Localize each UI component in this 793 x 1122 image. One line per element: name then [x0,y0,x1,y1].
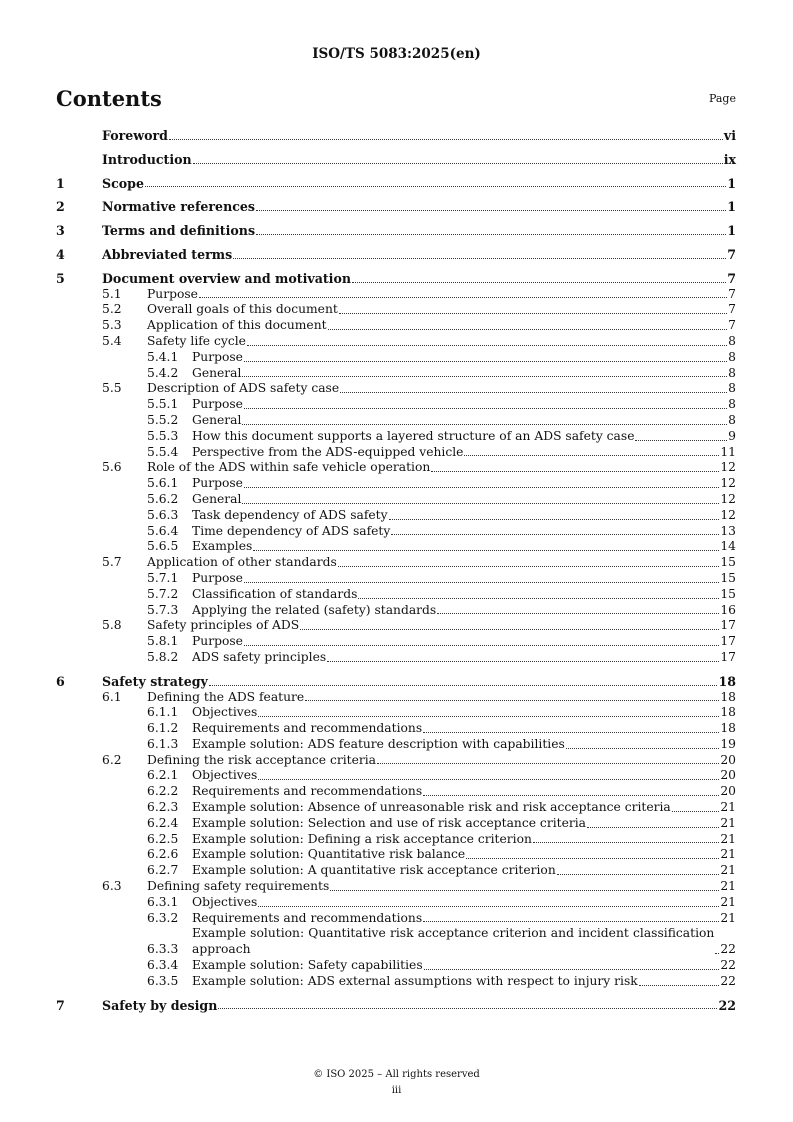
toc-entry-number: 6.3.5 [147,973,179,988]
toc-entry-page[interactable]: 21 [720,910,736,925]
dot-leader [218,1008,717,1009]
toc-entry-page[interactable]: 16 [720,602,736,617]
toc-entry-title[interactable]: Safety life cycle [147,333,246,348]
toc-entry[interactable] [56,366,736,382]
toc-entry-page[interactable]: 22 [720,973,736,988]
dot-leader [300,629,719,630]
dot-leader [635,440,727,441]
toc-entry[interactable] [56,381,736,397]
dot-leader [258,779,719,780]
toc-entry[interactable] [56,539,736,555]
toc-entry-number: 5.5.3 [147,428,179,443]
toc-entry-page[interactable]: 13 [720,523,736,538]
toc-entry-number: 5.6.4 [147,523,179,538]
toc-entry[interactable] [56,926,736,958]
toc-entry-page[interactable]: 12 [720,460,736,475]
toc-entry-page[interactable]: 21 [720,847,736,862]
toc-entry[interactable] [56,397,736,413]
page-number: iii [391,1085,402,1096]
dot-leader [352,282,726,283]
toc-entry-number: 6.2.7 [147,863,179,878]
toc-entry[interactable] [56,271,736,287]
toc-entry-title[interactable]: Document overview and motivation [102,270,352,286]
toc-entry[interactable] [56,476,736,492]
toc-entry-title[interactable]: Safety strategy [102,673,208,689]
toc-entry-page[interactable]: 21 [720,894,736,909]
toc-entry[interactable] [56,603,736,619]
dot-leader [209,685,718,686]
toc-entry-number: 5.6.5 [147,539,179,554]
dot-leader [244,582,719,583]
dot-leader [244,645,719,646]
toc-entry[interactable] [56,690,736,706]
toc-entry-page[interactable]: 7 [728,286,736,301]
toc-entry-number: 6.2.1 [147,768,179,783]
toc-entry[interactable] [56,895,736,911]
toc-entry-title[interactable]: Applying the related (safety) standards [192,602,437,617]
toc-entry-page[interactable]: 7 [728,302,736,317]
toc-entry-title[interactable]: Example solution: ADS feature description with capabilities [192,736,565,751]
toc-entry-page[interactable]: 1 [727,199,736,215]
dot-leader [256,210,726,211]
dot-leader [423,921,719,922]
toc-entry-title[interactable]: Abbreviated terms [102,246,233,262]
toc-entry-title[interactable]: Description of ADS safety case [147,381,340,396]
toc-entry-title[interactable]: Introduction [102,151,192,167]
toc-entry[interactable] [56,863,736,879]
toc-entry-number: 6.1.2 [147,721,179,736]
toc-entry-number: 6.3 [102,879,122,894]
dot-leader [244,487,719,488]
toc-entry[interactable] [56,737,736,753]
toc-entry-number: 6 [56,673,65,689]
dot-leader [256,234,726,235]
toc-entry-page[interactable]: 8 [728,365,736,380]
toc-entry[interactable] [56,974,736,990]
toc-entry-number: 6.2.4 [147,815,179,830]
toc-entry-page[interactable]: 11 [720,444,736,459]
toc-entry-number: 6.2.6 [147,847,179,862]
toc-entry[interactable] [56,879,736,895]
toc-entry-title[interactable]: Objectives [192,894,258,909]
toc-entry-title[interactable]: Normative references [102,199,256,215]
dot-leader [244,361,727,362]
toc-entry[interactable] [56,350,736,366]
toc-entry-title[interactable]: General [192,491,242,506]
toc-entry-title[interactable]: Example solution: Absence of unreasonable risk and risk acceptance criteria [192,800,671,815]
toc-entry-title[interactable]: Foreword [102,128,168,143]
toc-entry-title[interactable]: General [192,412,242,427]
contents-heading: Contents [56,86,162,111]
dot-leader [247,345,727,346]
toc-entry-title[interactable]: Requirements and recommendations [192,784,423,799]
toc-entry-title[interactable]: Purpose [192,397,243,412]
toc-entry-number: 6.3.3 [147,942,179,957]
dot-leader [242,376,727,377]
toc-entry-number: 6.3.2 [147,910,179,925]
toc-entry-page[interactable]: 21 [720,815,736,830]
dot-leader [169,139,723,140]
toc-entry[interactable] [56,152,736,168]
toc-entry-page[interactable]: 7 [727,246,736,262]
toc-entry-number: 6.2.2 [147,784,179,799]
toc-entry-page[interactable]: 12 [720,507,736,522]
toc-entry[interactable] [56,650,736,666]
toc-entry-page[interactable]: 22 [720,942,736,957]
toc-entry-title[interactable]: Example solution: Safety capabilities [192,958,423,973]
toc-entry-page[interactable]: 22 [718,997,736,1013]
toc-entry[interactable] [56,958,736,974]
toc-entry-number: 5.6.2 [147,491,179,506]
dot-leader [423,732,719,733]
toc-entry-number: 5.5.1 [147,397,179,412]
toc-entry-page[interactable]: 18 [720,721,736,736]
toc-entry[interactable] [56,460,736,476]
toc-entry-number: 5.7 [102,555,122,570]
toc-entry-page[interactable]: 18 [720,689,736,704]
toc-entry[interactable] [56,816,736,832]
page-column-label: Page [708,92,736,105]
toc-entry-title[interactable]: Scope [102,175,144,191]
toc-entry-number: 5.4.1 [147,349,179,364]
toc-entry[interactable] [56,784,736,800]
dot-leader [330,890,719,891]
toc-entry-number: 5.1 [102,286,122,301]
toc-entry[interactable] [56,223,736,239]
toc-entry-title[interactable]: Safety principles of ADS [147,618,300,633]
toc-entry-page[interactable]: 17 [720,618,736,633]
toc-entry[interactable] [56,705,736,721]
toc-entry-page[interactable]: 7 [728,318,736,333]
toc-entry-title[interactable]: Safety by design [102,997,218,1013]
toc-entry-number: 5.5.4 [147,444,179,459]
toc-entry-number: 6.2.5 [147,831,179,846]
copyright-notice: © ISO 2025 – All rights reserved [313,1069,480,1080]
toc-entry[interactable] [56,508,736,524]
toc-entry[interactable] [56,199,736,215]
toc-entry-number: 5.7.3 [147,602,179,617]
dot-leader [672,811,720,812]
dot-leader [533,842,719,843]
toc-entry-page[interactable]: 21 [720,863,736,878]
toc-entry-page[interactable]: 15 [720,586,736,601]
toc-entry-number: 5.4.2 [147,365,179,380]
toc-entry[interactable] [56,832,736,848]
toc-entry[interactable] [56,334,736,350]
toc-entry-title[interactable]: Classification of standards [192,586,358,601]
toc-entry-page[interactable]: vi [723,128,736,143]
toc-entry-number: 5.6.1 [147,476,179,491]
toc-entry-page[interactable]: 7 [727,270,736,286]
toc-entry-title[interactable]: Purpose [192,570,243,585]
dot-leader [258,906,719,907]
toc-entry-title[interactable]: How this document supports a layered structure of an ADS safety case [192,428,635,443]
toc-entry-number: 6.1.1 [147,705,179,720]
dot-leader [424,969,720,970]
toc-entry-number: 5.3 [102,318,122,333]
document-id-header: ISO/TS 5083:2025(en) [312,46,481,62]
toc-entry-page[interactable]: 15 [720,570,736,585]
toc-entry-number: 6.3.1 [147,894,179,909]
dot-leader [305,700,719,701]
toc-entry[interactable] [56,247,736,263]
dot-leader [464,455,719,456]
toc-entry[interactable] [56,318,736,334]
toc-entry-page[interactable]: 9 [728,428,736,443]
toc-entry-number: 5.8 [102,618,122,633]
toc-entry-number: 5.7.1 [147,570,179,585]
toc-entry[interactable] [56,524,736,540]
toc-entry[interactable] [56,618,736,634]
toc-entry-title[interactable]: Purpose [192,476,243,491]
dot-leader [466,858,719,859]
toc-entry[interactable] [56,429,736,445]
toc-entry-number: 2 [56,199,65,215]
toc-entry-title[interactable]: Role of the ADS within safe vehicle operation [147,460,431,475]
toc-entry-title[interactable]: Objectives [192,768,258,783]
toc-entry-number: 6.1 [102,689,122,704]
dot-leader [557,874,720,875]
toc-entry-title[interactable]: Example solution: Quantitative risk balance [192,847,466,862]
toc-entry-title[interactable]: Terms and definitions [102,223,256,239]
dot-leader [715,953,719,954]
toc-entry-title[interactable]: Example solution: ADS external assumptions with respect to injury risk [192,973,638,988]
toc-entry-page[interactable]: 17 [720,649,736,664]
toc-entry[interactable] [56,587,736,603]
toc-entry[interactable] [56,768,736,784]
toc-entry-page[interactable]: 20 [720,752,736,767]
toc-entry-page[interactable]: 8 [728,381,736,396]
toc-entry-number: 4 [56,246,65,262]
dot-leader [244,408,727,409]
toc-entry-title[interactable]: Defining the ADS feature [147,689,305,704]
dot-leader [423,795,719,796]
toc-entry-title[interactable]: Requirements and recommendations [192,721,423,736]
toc-entry-page[interactable]: 8 [728,349,736,364]
toc-entry-number: 6.2 [102,752,122,767]
toc-entry-title[interactable]: Example solution: A quantitative risk acceptance criterion [192,863,556,878]
dot-leader [233,258,726,259]
toc-entry-page[interactable]: 18 [718,673,736,689]
toc-entry[interactable] [56,674,736,690]
table-of-contents [56,128,736,1013]
toc-entry-page[interactable]: 12 [720,491,736,506]
toc-entry-page[interactable]: 12 [720,476,736,491]
toc-entry-page[interactable]: 17 [720,634,736,649]
toc-entry[interactable] [56,555,736,571]
toc-entry-number: 6.1.3 [147,736,179,751]
dot-leader [587,827,719,828]
toc-entry-number: 1 [56,175,65,191]
toc-entry-number: 5.5.2 [147,412,179,427]
toc-entry-title[interactable]: Overall goals of this document [147,302,338,317]
toc-entry-number: 7 [56,997,65,1013]
dot-leader [639,985,720,986]
toc-entry-title[interactable]: Task dependency of ADS safety [192,507,388,522]
toc-entry[interactable] [56,634,736,650]
toc-entry-title[interactable]: General [192,365,242,380]
toc-entry-number: 5.8.1 [147,634,179,649]
toc-entry-title[interactable]: Application of other standards [147,555,337,570]
dot-leader [389,519,720,520]
toc-entry-page[interactable]: 18 [720,705,736,720]
dot-leader [566,748,720,749]
toc-entry-title[interactable]: ADS safety principles [192,649,327,664]
toc-entry-number: 6.2.3 [147,800,179,815]
dot-leader [377,763,719,764]
toc-entry-page[interactable]: 22 [720,958,736,973]
toc-entry-title[interactable]: Example solution: Quantitative risk acceptance criterion and incident classification approach [192,926,715,957]
toc-entry-page[interactable]: ix [723,151,736,167]
dot-leader [199,297,727,298]
toc-entry-number: 5.6.3 [147,507,179,522]
toc-entry-page[interactable]: 14 [720,539,736,554]
dot-leader [339,313,727,314]
dot-leader [145,186,726,187]
toc-entry-number: 5.7.2 [147,586,179,601]
toc-entry[interactable] [56,721,736,737]
toc-entry-page[interactable]: 8 [728,397,736,412]
dot-leader [328,329,728,330]
toc-entry-title[interactable]: Objectives [192,705,258,720]
toc-entry-page[interactable]: 8 [728,412,736,427]
toc-entry-page[interactable]: 1 [727,175,736,191]
dot-leader [358,598,719,599]
toc-entry-page[interactable]: 20 [720,768,736,783]
dot-leader [338,566,720,567]
toc-entry-number: 6.3.4 [147,958,179,973]
toc-entry-title[interactable]: Defining safety requirements [147,879,330,894]
toc-entry-page[interactable]: 21 [720,831,736,846]
toc-entry-number: 5.8.2 [147,649,179,664]
toc-entry-page[interactable]: 1 [727,223,736,239]
dot-leader [258,716,719,717]
toc-entry-page[interactable]: 21 [720,800,736,815]
dot-leader [340,392,727,393]
toc-entry-title[interactable]: Defining the risk acceptance criteria [147,752,376,767]
toc-entry-number: 5 [56,270,65,286]
toc-entry-page[interactable]: 20 [720,784,736,799]
toc-entry-number: 5.5 [102,381,122,396]
toc-entry-page[interactable]: 19 [720,736,736,751]
dot-leader [431,471,719,472]
toc-entry-number: 3 [56,223,65,239]
toc-entry-title[interactable]: Examples [192,539,253,554]
toc-entry-page[interactable]: 15 [720,555,736,570]
toc-entry-page[interactable]: 8 [728,333,736,348]
toc-entry-title[interactable]: Example solution: Defining a risk acceptance criterion [192,831,532,846]
toc-entry-number: 5.4 [102,333,122,348]
dot-leader [242,503,719,504]
toc-entry[interactable] [56,998,736,1014]
toc-entry[interactable] [56,413,736,429]
dot-leader [327,661,719,662]
dot-leader [391,534,719,535]
dot-leader [193,163,723,164]
toc-entry-title[interactable]: Time dependency of ADS safety [192,523,391,538]
toc-entry[interactable] [56,492,736,508]
toc-entry[interactable] [56,800,736,816]
toc-entry[interactable] [56,571,736,587]
toc-entry-number: 5.6 [102,460,122,475]
toc-entry-page[interactable]: 21 [720,879,736,894]
page-footer [0,1067,793,1099]
toc-entry-title[interactable]: Purpose [192,349,243,364]
dot-leader [253,550,719,551]
dot-leader [242,424,727,425]
toc-entry[interactable] [56,287,736,303]
toc-entry[interactable] [56,753,736,769]
toc-entry-title[interactable]: Perspective from the ADS-equipped vehicle [192,444,464,459]
dot-leader [437,613,719,614]
toc-entry[interactable] [56,847,736,863]
toc-entry-title[interactable]: Application of this document [147,318,327,333]
toc-entry[interactable] [56,445,736,461]
toc-entry[interactable] [56,302,736,318]
toc-entry-title[interactable]: Purpose [147,286,198,301]
toc-entry-number: 5.2 [102,302,122,317]
toc-entry-title[interactable]: Requirements and recommendations [192,910,423,925]
toc-entry[interactable] [56,128,736,144]
toc-entry-title[interactable]: Example solution: Selection and use of risk acceptance criteria [192,815,586,830]
toc-entry[interactable] [56,911,736,927]
toc-entry[interactable] [56,176,736,192]
toc-entry-title[interactable]: Purpose [192,634,243,649]
